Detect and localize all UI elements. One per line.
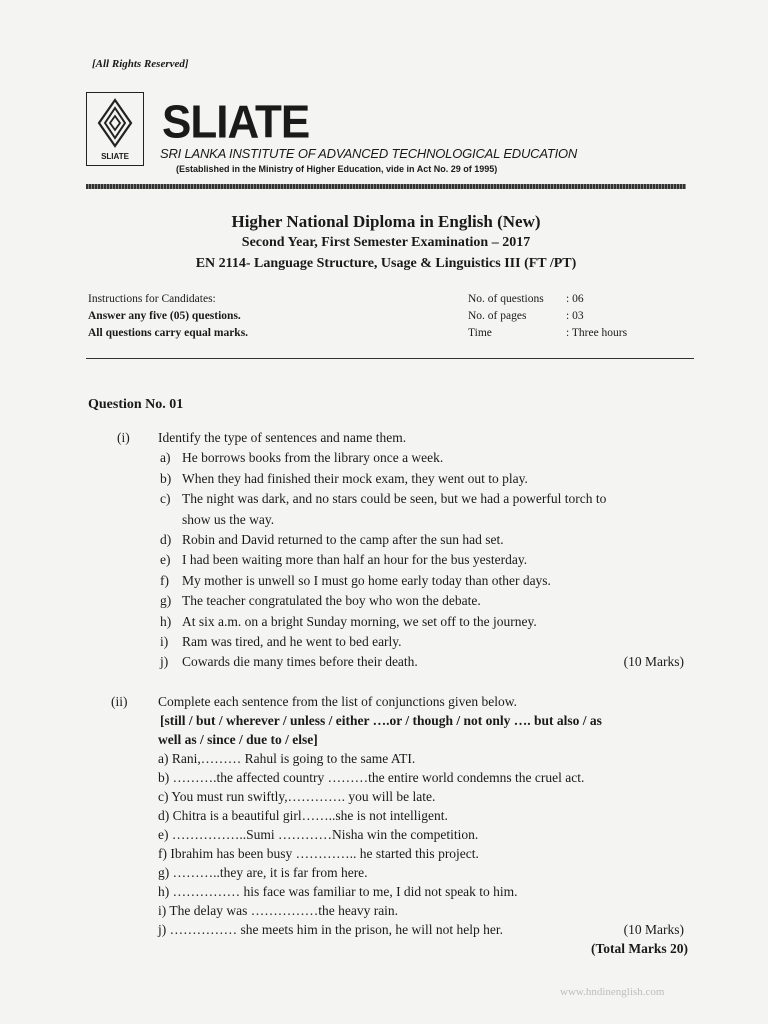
item-text: My mother is unwell so I must go home early today than other days.: [182, 572, 551, 588]
logo-emblem-icon: [96, 98, 134, 148]
list-item: i) The delay was ……………the heavy rain.: [158, 903, 399, 918]
total-marks: (Total Marks 20): [591, 941, 688, 956]
part1-block: [158, 428, 688, 673]
list-item: [160, 571, 688, 591]
exam-title: Higher National Diploma in English (New): [231, 212, 541, 231]
item-label: i): [160, 634, 169, 650]
exam-subtitle: Second Year, First Semester Examination – 2017: [241, 235, 531, 250]
header-divider: [86, 184, 686, 189]
item-text: He borrows books from the library once a week.: [182, 450, 444, 466]
meta-row: [468, 325, 627, 342]
list-item: f) Ibrahim has been busy ………….. he started this project.: [158, 846, 479, 861]
meta-value: : 06: [566, 293, 584, 305]
item-label: j): [160, 654, 169, 670]
list-item: b) ……….the affected country ………the entire world condemns the cruel act.: [158, 770, 585, 785]
institute-name: SRI LANKA INSTITUTE OF ADVANCED TECHNOLOGICAL EDUCATION: [160, 146, 578, 161]
list-item: [160, 530, 688, 550]
meta-key: No. of pages: [468, 310, 527, 322]
part1-prompt: Identify the type of sentences and name them.: [158, 430, 407, 445]
instructions: [88, 291, 248, 342]
list-item: [160, 550, 688, 570]
brand-name: SLIATE: [162, 96, 310, 149]
list-item: [160, 448, 688, 468]
list-item: g) ………..they are, it is far from here.: [158, 865, 368, 880]
conjunction-list: [still / but / wherever / unless / either ….or / though / not only …. but also / as: [160, 713, 602, 728]
question-heading: Question No. 01: [88, 397, 184, 412]
instructions-line: Answer any five (05) questions.: [88, 310, 241, 322]
meta-key: No. of questions: [468, 293, 544, 305]
meta-row: [468, 291, 627, 308]
list-item: [160, 489, 688, 509]
item-text: At six a.m. on a bright Sunday morning, we set off to the journey.: [182, 613, 537, 629]
established-note: (Established in the Ministry of Higher Education, vide in Act No. 29 of 1995): [176, 164, 498, 174]
list-item: [160, 652, 688, 672]
conjunction-list: well as / since / due to / else]: [158, 732, 318, 747]
list-item: [160, 591, 688, 611]
part2-prompt: Complete each sentence from the list of conjunctions given below.: [158, 694, 518, 709]
section-divider: [86, 358, 694, 359]
item-text: Cowards die many times before their death.: [182, 654, 418, 670]
item-label: [160, 510, 182, 530]
item-text: j) …………… she meets him in the prison, he will not help her.: [158, 922, 503, 937]
list-item: [160, 612, 688, 632]
marks-label: (10 Marks): [623, 922, 684, 937]
course-title: EN 2114- Language Structure, Usage & Linguistics III (FT /PT): [195, 256, 577, 271]
item-label: c): [160, 491, 171, 507]
meta-key: Time: [468, 327, 492, 339]
instructions-line: All questions carry equal marks.: [88, 327, 249, 339]
item-label: g): [160, 593, 172, 609]
list-item: a) Rani,……… Rahul is going to the same ATI.: [158, 751, 416, 766]
meta-value: : Three hours: [566, 327, 628, 339]
sliate-logo: [86, 92, 144, 166]
meta-row: [468, 308, 627, 325]
list-item: [160, 469, 688, 489]
item-label: h): [160, 613, 172, 629]
item-text: I had been waiting more than half an hour for the bus yesterday.: [182, 552, 528, 568]
item-text: The teacher congratulated the boy who won the debate.: [182, 593, 481, 609]
meta-value: : 03: [566, 310, 584, 322]
item-text: Robin and David returned to the camp after the sun had set.: [182, 532, 504, 548]
list-item: h) …………… his face was familiar to me, I did not speak to him.: [158, 884, 518, 899]
list-item: e) ……………..Sumi …………Nisha win the competition.: [158, 827, 479, 842]
footer-watermark: www.hndinenglish.com: [560, 986, 665, 998]
marks-label: (10 Marks): [623, 654, 684, 670]
item-text: show us the way.: [182, 511, 275, 527]
instructions-heading: Instructions for Candidates:: [88, 293, 216, 305]
part2-block: [158, 692, 692, 958]
logo-label: SLIATE: [101, 152, 129, 161]
item-label: e): [160, 552, 171, 568]
list-item: [160, 510, 688, 530]
part-number: (ii): [111, 694, 128, 709]
list-item: d) Chitra is a beautiful girl……..she is not intelligent.: [158, 808, 448, 823]
exam-meta: [468, 291, 627, 342]
item-text: The night was dark, and no stars could be seen, but we had a powerful torch to: [182, 491, 607, 507]
item-label: d): [160, 532, 172, 548]
item-text: When they had finished their mock exam, they went out to play.: [182, 470, 528, 486]
item-label: f): [160, 572, 169, 588]
item-text: Ram was tired, and he went to bed early.: [182, 634, 402, 650]
item-label: b): [160, 470, 172, 486]
list-item: [160, 632, 688, 652]
item-label: a): [160, 450, 171, 466]
list-item: [158, 920, 692, 939]
part1-list: [158, 448, 688, 672]
list-item: c) You must run swiftly,…………. you will be late.: [158, 789, 436, 804]
rights-notice: [All Rights Reserved]: [92, 58, 189, 70]
part-number: (i): [117, 430, 130, 445]
